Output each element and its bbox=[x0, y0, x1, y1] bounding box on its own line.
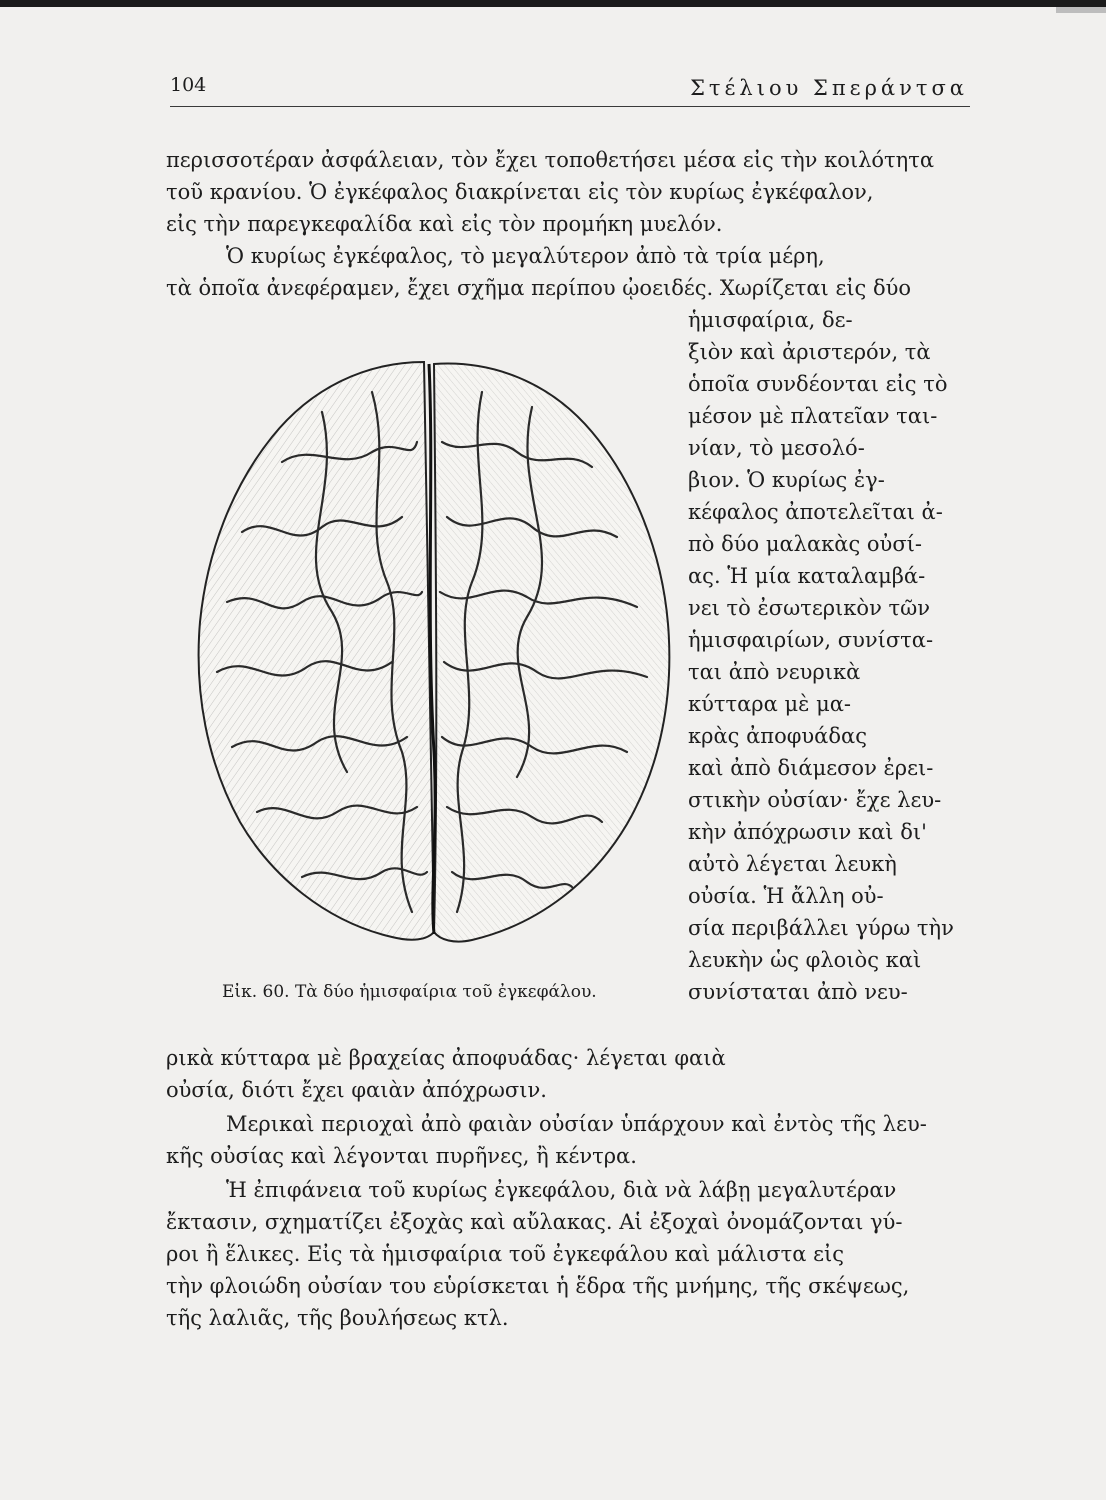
text-line: κὴν ἀπόχρωσιν καὶ δι' bbox=[688, 820, 927, 844]
text-line: ἡμισφαιρίων, συνίστα- bbox=[688, 628, 934, 652]
running-head: Στέλιου Σπεράντσα bbox=[690, 76, 968, 100]
text-line: ροι ἢ ἕλικες. Εἰς τὰ ἡμισφαίρια τοῦ ἐγκεφάλου καὶ μάλιστα εἰς bbox=[166, 1242, 844, 1266]
paragraph-4 bbox=[166, 1174, 966, 1334]
text-line: τῆς λαλιᾶς, τῆς βουλήσεως κτλ. bbox=[166, 1306, 509, 1330]
text-line: περισσοτέραν ἀσφάλειαν, τὸν ἔχει τοποθετήσει μέσα εἰς τὴν κοιλότητα bbox=[166, 148, 935, 172]
text-line: τὰ ὁποῖα ἀνεφέραμεν, ἔχει σχῆμα περίπου ᾠοειδές. Χωρίζεται εἰς δύο bbox=[166, 276, 912, 300]
brain-illustration bbox=[172, 352, 692, 956]
text-line: ἡμισφαίρια, δε- bbox=[688, 308, 853, 332]
text-line: Ὁ κυρίως ἐγκέφαλος, τὸ μεγαλύτερον ἀπὸ τὰ τρία μέρη, bbox=[226, 244, 825, 268]
text-line: μέσον μὲ πλατεῖαν ται- bbox=[688, 404, 938, 428]
text-line: ας. Ἡ μία καταλαμβά- bbox=[688, 564, 926, 588]
text-line: πὸ δύο μαλακὰς οὐσί- bbox=[688, 532, 922, 556]
text-line: οὐσία, διότι ἔχει φαιὰν ἀπόχρωσιν. bbox=[166, 1078, 547, 1102]
paragraph-3 bbox=[166, 1108, 966, 1172]
text-line: νει τὸ ἐσωτερικὸν τῶν bbox=[688, 596, 931, 620]
page-number: 104 bbox=[170, 74, 207, 96]
text-line: ρικὰ κύτταρα μὲ βραχείας ἀποφυάδας· λέγεται φαιὰ bbox=[166, 1046, 726, 1070]
text-line: κέφαλος ἀποτελεῖται ἀ- bbox=[688, 500, 943, 524]
figure-caption: Εἰκ. 60. Τὰ δύο ἡμισφαίρια τοῦ ἐγκεφάλου. bbox=[222, 982, 597, 1002]
text-line: Μερικαὶ περιοχαὶ ἀπὸ φαιὰν οὐσίαν ὑπάρχουν καὶ ἐντὸς τῆς λευ- bbox=[226, 1112, 927, 1136]
text-line: ται ἀπὸ νευρικὰ bbox=[688, 660, 861, 684]
text-line: κύτταρα μὲ μα- bbox=[688, 692, 852, 716]
page-header bbox=[170, 70, 970, 107]
text-line: τοῦ κρανίου. Ὁ ἐγκέφαλος διακρίνεται εἰς τὸν κυρίως ἐγκέφαλον, bbox=[166, 180, 874, 204]
text-line: τὴν φλοιώδη οὐσίαν του εὑρίσκεται ἡ ἕδρα τῆς μνήμης, τῆς σκέψεως, bbox=[166, 1274, 910, 1298]
paragraph-2-end bbox=[166, 1042, 966, 1106]
text-line: ἔκτασιν, σχηματίζει ἐξοχὰς καὶ αὔλακας. Αἱ ἐξοχαὶ ὀνομάζονται γύ- bbox=[166, 1210, 903, 1234]
paragraph-1 bbox=[166, 144, 966, 240]
text-line: ξιὸν καὶ ἀριστερόν, τὰ bbox=[688, 340, 931, 364]
text-line: κῆς οὐσίας καὶ λέγονται πυρῆνες, ἢ κέντρα. bbox=[166, 1144, 637, 1168]
side-column-text bbox=[688, 304, 966, 1008]
text-line: Ἡ ἐπιφάνεια τοῦ κυρίως ἐγκεφάλου, διὰ νὰ λάβῃ μεγαλυτέραν bbox=[226, 1178, 897, 1202]
text-line: νίαν, τὸ μεσολό- bbox=[688, 436, 865, 460]
text-line: καὶ ἀπὸ διάμεσον ἐρει- bbox=[688, 756, 934, 780]
text-line: συνίσταται ἀπὸ νευ- bbox=[688, 980, 908, 1004]
text-line: οὐσία. Ἡ ἄλλη οὐ- bbox=[688, 884, 884, 908]
text-line: λευκὴν ὡς φλοιὸς καὶ bbox=[688, 948, 922, 972]
scan-corner-shadow bbox=[1056, 7, 1106, 13]
text-line: αὐτὸ λέγεται λευκὴ bbox=[688, 852, 897, 876]
paragraph-2-intro bbox=[166, 240, 966, 304]
text-line: στικὴν οὐσίαν· ἔχε λευ- bbox=[688, 788, 942, 812]
text-line: εἰς τὴν παρεγκεφαλίδα καὶ εἰς τὸν προμήκη μυελόν. bbox=[166, 212, 723, 236]
text-line: ὁποῖα συνδέονται εἰς τὸ bbox=[688, 372, 948, 396]
text-line: σία περιβάλλει γύρω τὴν bbox=[688, 916, 954, 940]
text-line: βιον. Ὁ κυρίως ἐγ- bbox=[688, 468, 885, 492]
text-line: κρὰς ἀποφυάδας bbox=[688, 724, 867, 748]
scan-top-edge bbox=[0, 0, 1106, 7]
